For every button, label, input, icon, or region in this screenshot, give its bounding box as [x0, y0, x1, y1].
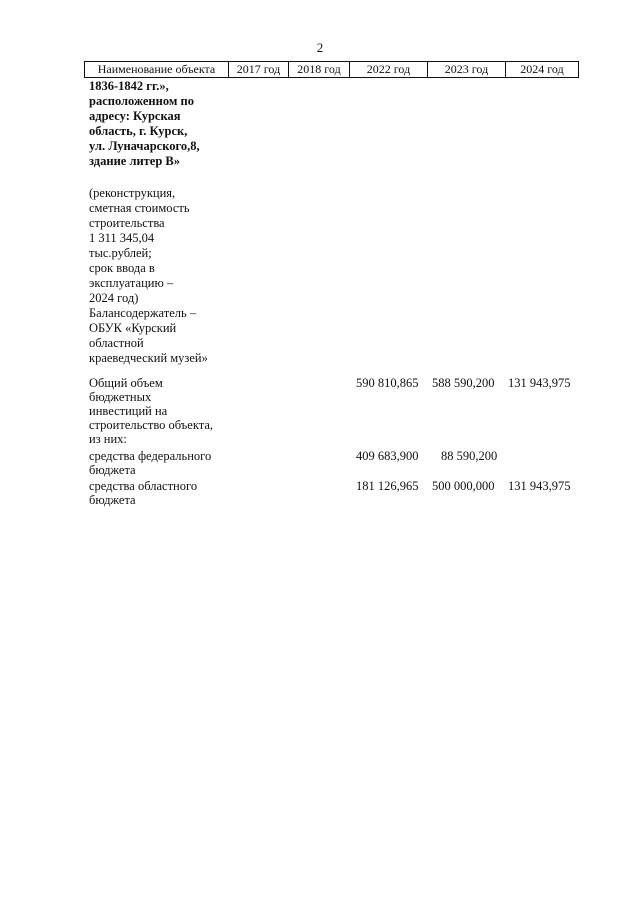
row-label-line: средства федерального [89, 449, 212, 463]
row-label-line: бюджета [89, 493, 136, 507]
object-title-line: расположенном по [89, 94, 194, 108]
object-detail-line: эксплуатацию – [89, 276, 174, 290]
value-2023: 588 590,200 [432, 376, 495, 390]
object-detail-line: областной [89, 336, 144, 350]
object-detail-line: сметная стоимость [89, 201, 190, 215]
object-detail-line: 2024 год) [89, 291, 139, 305]
object-title-line: здание литер В» [89, 154, 181, 168]
object-title-line: область, г. Курск, [89, 124, 188, 138]
object-detail-line: краеведческий музей» [89, 351, 208, 365]
object-detail-line: срок ввода в [89, 261, 155, 275]
object-detail-line: ОБУК «Курский [89, 321, 177, 335]
row-label-line: средства областного [89, 479, 198, 493]
object-details [89, 186, 239, 366]
header-2023: 2023 год [427, 62, 505, 77]
table-header [84, 61, 579, 78]
value-2023: 88 590,200 [441, 449, 498, 463]
header-2018: 2018 год [288, 62, 349, 77]
value-2024: 131 943,975 [508, 376, 571, 390]
row-label [89, 479, 239, 507]
header-2024: 2024 год [505, 62, 578, 77]
object-title-line: ул. Луначарского,8, [89, 139, 200, 153]
object-description [89, 79, 239, 366]
value-2022: 181 126,965 [356, 479, 419, 493]
row-label-line: Общий объем [89, 376, 163, 390]
object-detail-line: Балансодержатель – [89, 306, 197, 320]
object-title-line: адресу: Курская [89, 109, 181, 123]
row-label [89, 449, 239, 477]
object-detail-line: (реконструкция, [89, 186, 176, 200]
value-2024: 131 943,975 [508, 479, 571, 493]
header-name: Наименование объекта [97, 62, 216, 76]
value-2022: 590 810,865 [356, 376, 419, 390]
row-label-line: из них: [89, 432, 127, 446]
header-2022: 2022 год [349, 62, 427, 77]
page-number: 2 [316, 40, 324, 55]
row-label-line: бюджета [89, 463, 136, 477]
value-2022: 409 683,900 [356, 449, 419, 463]
row-label-line: строительство объекта, [89, 418, 214, 432]
row-label [89, 376, 239, 446]
object-title-line: 1836-1842 гг.», [89, 79, 169, 93]
row-label-line: инвестиций на [89, 404, 168, 418]
value-2023: 500 000,000 [432, 479, 495, 493]
object-detail-line: 1 311 345,04 [89, 231, 155, 245]
row-label-line: бюджетных [89, 390, 152, 404]
object-title [89, 79, 239, 169]
object-detail-line: строительства [89, 216, 165, 230]
object-detail-line: тыс.рублей; [89, 246, 152, 260]
header-2017: 2017 год [228, 62, 288, 77]
